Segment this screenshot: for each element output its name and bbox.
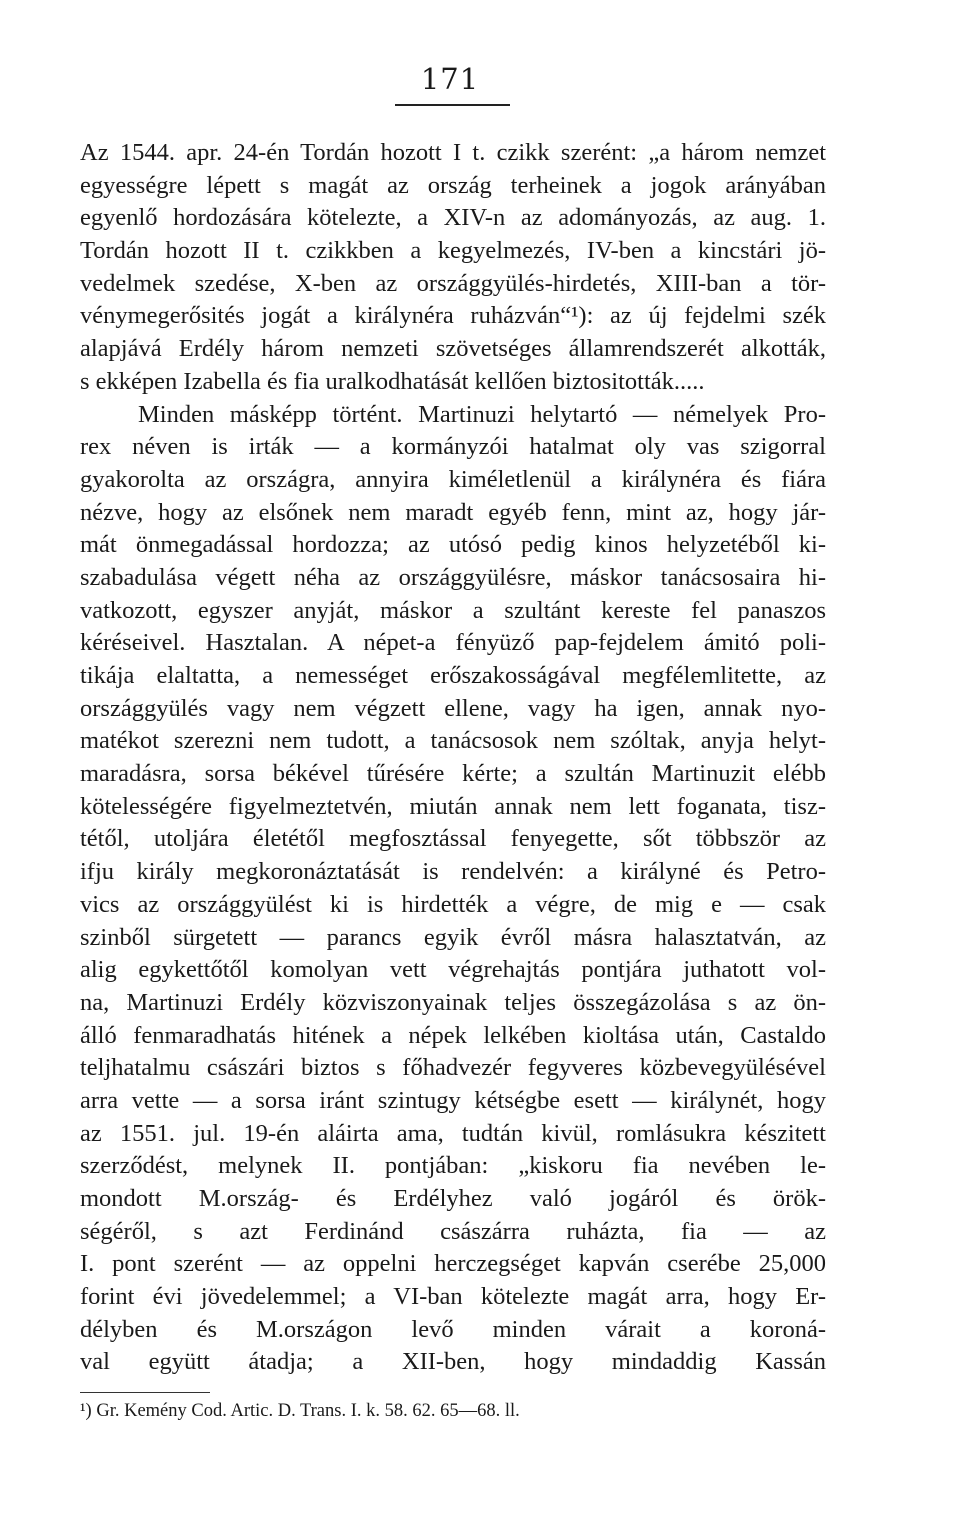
text-line: arra vette — a sorsa iránt szintugy kétségbe esett — királynét, hogy bbox=[80, 1086, 826, 1114]
text-line: mát önmegadással hordozza; az utósó pedig kinos helyzetéből ki- bbox=[80, 531, 826, 559]
footnote bbox=[80, 1398, 826, 1424]
text-line: kötelességére figyelmeztetvén, miután annak nem lett foganata, tisz- bbox=[80, 792, 826, 820]
page-number-rule bbox=[395, 104, 510, 106]
text-line: nézve, hogy az elsőnek nem maradt egyéb fenn, mint az, hogy jár- bbox=[80, 498, 826, 526]
text-line: az 1551. jul. 19-én aláirta ama, tudtán kivül, romlásukra készitett bbox=[80, 1119, 826, 1147]
text-line: alapjává Erdély három nemzeti szövetséges államrendszerét alkották, bbox=[80, 335, 826, 363]
text-line: I. pont szerént — az oppelni herczegséget kapván cserébe 25,000 bbox=[80, 1250, 826, 1278]
text-line: tétől, utoljára életétől megfosztással fenyegette, sőt többször az bbox=[80, 825, 826, 853]
text-line: vics az országgyülést ki is hirdették a végre, de mig e — csak bbox=[80, 890, 826, 918]
footnote-rule bbox=[80, 1392, 210, 1393]
text-line: matékot szerezni nem tudott, a tanácsosok nem szóltak, anyja helyt- bbox=[80, 727, 826, 755]
text-line: s ekképen Izabella és fia uralkodhatását kellően biztositották..... bbox=[80, 367, 705, 395]
text-line: országgyülés vagy nem végzett ellene, vagy ha igen, annak nyo- bbox=[80, 694, 826, 722]
text-line: vatkozott, egyszer anyját, máskor a szultánt kereste fel panaszos bbox=[80, 596, 826, 624]
text-line: szinből sürgetett — parancs egyik évről másra halasztatván, az bbox=[80, 923, 826, 951]
text-line: mondott M.ország- és Erdélyhez való jogáról és örök- bbox=[80, 1185, 826, 1212]
text-line: vénymegerősités jogát a királynéra ruházván“¹): az új fejdelmi szék bbox=[80, 302, 826, 330]
text-line: kéréseivel. Hasztalan. A népet-a fényüző pap-fejdelem ámitó poli- bbox=[80, 629, 826, 657]
text-line: teljhatalmu császári biztos s főhadvezér fegyveres közbevegyülésével bbox=[80, 1054, 826, 1082]
text-line: egyességre lépett s magát az ország terheinek a jogok arányában bbox=[80, 171, 826, 199]
text-line: tikája elaltatta, a nemességet erőszakosságával megfélemlitette, az bbox=[80, 662, 826, 689]
text-line: Az 1544. apr. 24-én Tordán hozott I t. czikk szerént: „a három nemzet bbox=[80, 139, 826, 166]
text-line: rex néven is irták — a kormányzói hatalmat oly vas szigorral bbox=[80, 433, 826, 461]
text-line: szabadulása végett néha az országgyülésre, máskor tanácsosaira hi- bbox=[80, 563, 826, 591]
text-line: egyenlő hordozására kötelezte, a XIV-n az adományozás, az aug. 1. bbox=[80, 204, 826, 232]
text-line: álló fenmaradhatás hitének a népek lelkében kioltása után, Castaldo bbox=[80, 1021, 826, 1049]
text-line: alig egykettőtől komolyan vett végrehajtás pontjára juthatott vol- bbox=[80, 956, 826, 984]
text-line: szerződést, melynek II. pontjában: „kiskoru fia nevében le- bbox=[80, 1152, 826, 1180]
text-line: na, Martinuzi Erdély közviszonyainak teljes összegázolása s az ön- bbox=[80, 988, 826, 1016]
text-line: ségéről, s azt Ferdinánd császárra ruházta, fia — az bbox=[80, 1217, 826, 1245]
text-line: gyakorolta az országra, annyira kiméletlenül a királynéra és fiára bbox=[80, 465, 826, 493]
text-line: forint évi jövedelemmel; a VI-ban kötelezte magát arra, hogy Er- bbox=[80, 1283, 826, 1311]
text-line: vedelmek szedése, X-ben az országgyülés-hirdetés, XIII-ban a tör- bbox=[80, 269, 826, 297]
body-text bbox=[80, 137, 826, 1379]
page-number: 171 bbox=[420, 62, 480, 96]
text-line: maradásra, sorsa békével tűrésére kérte; a szultán Martinuzit elébb bbox=[80, 760, 826, 788]
footnote-marker: ¹) bbox=[80, 1401, 92, 1421]
text-line: délyben és M.országon levő minden várait a koroná- bbox=[80, 1315, 826, 1343]
text-line: ifju király megkoronáztatását is rendelvén: a királyné és Petro- bbox=[80, 858, 826, 886]
text-line: Tordán hozott II t. czikkben a kegyelmezés, IV-ben a kincstári jö- bbox=[80, 237, 826, 265]
text-line: val együtt átadja; a XII-ben, hogy mindaddig Kassán bbox=[80, 1348, 826, 1376]
text-line: Minden másképp történt. Martinuzi helytartó — némelyek Pro- bbox=[138, 400, 826, 428]
footnote-text: Gr. Kemény Cod. Artic. D. Trans. I. k. 58. 62. 65—68. ll. bbox=[96, 1401, 520, 1421]
